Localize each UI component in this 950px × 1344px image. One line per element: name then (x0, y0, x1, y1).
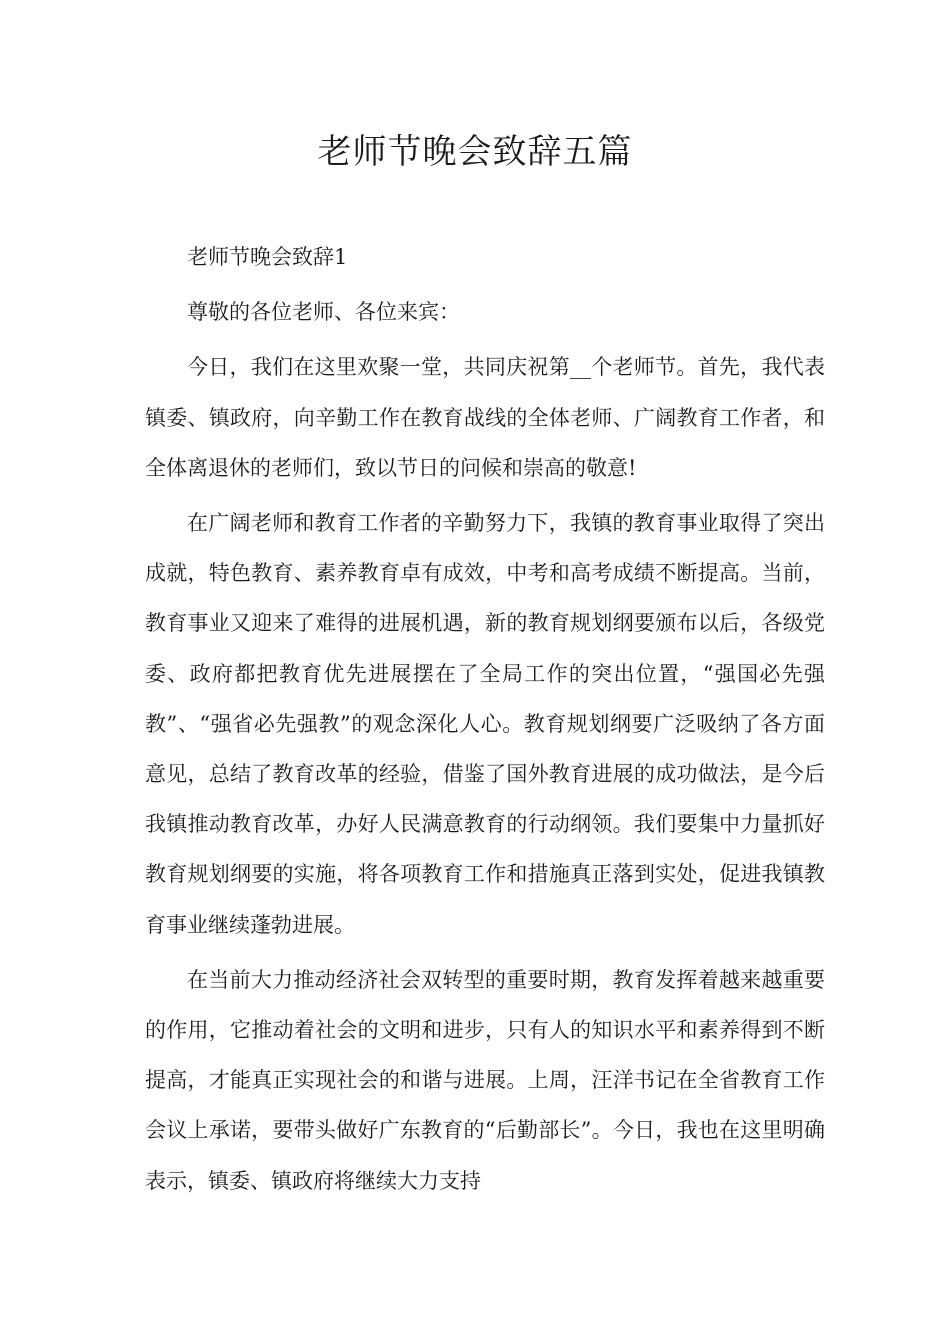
document-body (145, 232, 825, 1211)
body-paragraph: 今日，我们在这里欢聚一堂，共同庆祝第__个老师节。首先，我代表镇委、镇政府，向辛勤工作在教育战线的全体老师、广阔教育工作者，和全体离退休的老师们，致以节日的问候和崇高的敬意! (145, 355, 825, 480)
body-paragraph: 在当前大力推动经济社会双转型的重要时期，教育发挥着越来越重要的作用，它推动着社会的文明和进步，只有人的知识水平和素养得到不断提高，才能真正实现社会的和谐与进展。上周，汪洋书记在全省教育工作会议上承诺，要带头做好广东教育的“后勤部长”。今日，我也在这里明确表示，镇委、镇政府将继续大力支持 (145, 967, 825, 1193)
salutation: 尊敬的各位老师、各位来宾： (187, 300, 460, 325)
section-heading: 老师节晚会致辞1 (187, 245, 348, 269)
document-title: 老师节晚会致辞五篇 (317, 132, 633, 172)
body-paragraph: 在广阔老师和教育工作者的辛勤努力下，我镇的教育事业取得了突出成就，特色教育、素养教育卓有成效，中考和高考成绩不断提高。当前，教育事业又迎来了难得的进展机遇，新的教育规划纲要颁布以后，各级党委、政府都把教育优先进展摆在了全局工作的突出位置，“强国必先强教”、“强省必先强教”的观念深化人心。教育规划纲要广泛吸纳了各方面意见，总结了教育改革的经验，借鉴了国外教育进展的成功做法，是今后我镇推动教育改革，办好人民满意教育的行动纲领。我们要集中力量抓好教育规划纲要的实施，将各项教育工作和措施真正落到实处，促进我镇教育事业继续蓬勃进展。 (145, 511, 825, 937)
